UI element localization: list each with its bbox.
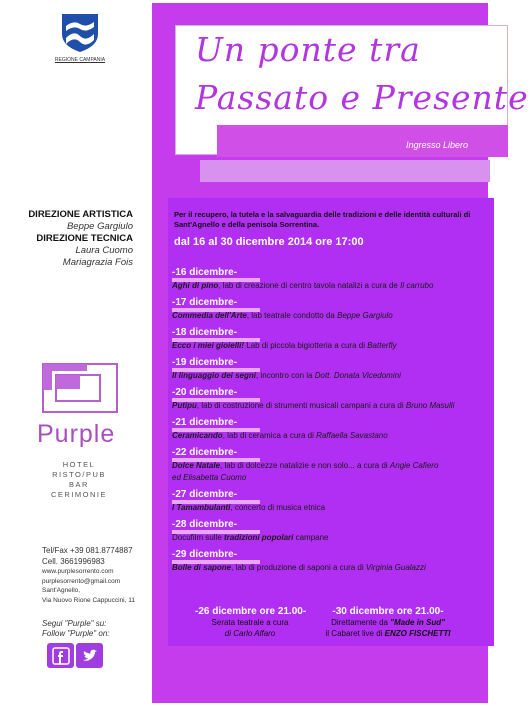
cell-number: Cell. 3661996983 — [42, 557, 105, 566]
follow-text — [42, 619, 110, 639]
event-list — [172, 267, 490, 579]
facebook-icon[interactable] — [47, 643, 74, 668]
contacts — [42, 545, 135, 605]
credits — [28, 209, 133, 269]
venue-line-3: BAR — [69, 480, 89, 489]
event-item — [172, 327, 490, 357]
event-date: -29 dicembre- — [172, 549, 238, 560]
event-credit: Bruno Masulli — [405, 400, 455, 410]
event-detail: Lab di piccola bigiotteria a cura di — [244, 340, 368, 350]
event-title: tradizioni popolari — [224, 532, 294, 542]
technical-director-name-1: Laura Cuomo — [75, 245, 133, 256]
technical-direction-heading: DIREZIONE TECNICA — [36, 233, 133, 244]
event-date: -28 dicembre- — [172, 519, 238, 530]
phone-number: Tel/Fax +39 081.8774887 — [42, 546, 133, 555]
event-description — [172, 340, 490, 358]
event-detail: , lab di dolcezze natalizie e non solo... a cura di — [220, 460, 390, 470]
event-description — [172, 430, 490, 448]
event-title: Ecco i miei gioielli! — [172, 340, 245, 350]
venue-name: Purple — [37, 420, 116, 448]
event-detail: , concerto di musica etnica — [230, 502, 326, 512]
venue-line-4: CERIMONIE — [50, 490, 107, 499]
evening-event-1-line-1: Serata teatrale a cura — [211, 618, 289, 627]
evening-event-2 — [318, 606, 458, 639]
region-label: REGIONE CAMPANIA — [54, 57, 106, 63]
email-link[interactable]: purplesorrento@gmail.com — [42, 577, 121, 585]
evening-event-2-artist: ENZO FISCHETTI — [384, 629, 451, 638]
event-title: I Tamambulanti — [172, 502, 231, 512]
event-detail: , incontro con la — [256, 370, 315, 380]
address: Via Nuovo Rione Cappuccini, 11 — [42, 596, 135, 604]
evening-event-2-line-2 — [318, 628, 458, 639]
intro-text: Per il recupero, la tutela e la salvaguardia delle tradizioni e delle identità culturali di Sant'Agnello e della penisola Sorrentina. — [174, 210, 471, 229]
venue-services — [42, 460, 116, 500]
evening-event-1 — [195, 606, 305, 639]
event-item — [172, 417, 490, 447]
facebook-glyph — [52, 647, 70, 665]
event-item — [172, 357, 490, 387]
event-title: Putipu — [172, 400, 197, 410]
event-credit: Angie Cafiero — [389, 460, 439, 470]
event-detail: campane — [293, 532, 329, 542]
title-line-1: Un ponte tra — [195, 30, 421, 69]
event-date: -20 dicembre- — [172, 387, 238, 398]
event-credit: Dott. Donata Vicedomini — [314, 370, 401, 380]
venue-line-1: HOTEL — [62, 460, 96, 469]
event-detail: , lab teatrale condotto da — [246, 310, 338, 320]
event-date: -18 dicembre- — [172, 327, 238, 338]
title-line-2: Passato e Presente — [195, 78, 529, 117]
artistic-direction-heading: DIREZIONE ARTISTICA — [28, 209, 133, 220]
evening-event-2-prefix: Direttamente da — [331, 618, 391, 627]
event-detail: , lab di costruzione di strumenti musicali campani a cura di — [196, 400, 406, 410]
event-title: Aghi di pino — [172, 280, 219, 290]
evening-event-2-date: -30 dicembre ore 21.00- — [332, 606, 444, 617]
entry-note: Ingresso Libero — [405, 140, 468, 150]
event-item — [172, 297, 490, 327]
event-description — [172, 280, 490, 298]
event-item — [172, 387, 490, 417]
event-detail: , lab di creazione di centro tavola natalizi a cura de — [218, 280, 401, 290]
event-item — [172, 267, 490, 297]
event-credit: Beppe Gargiulo — [337, 310, 393, 320]
twitter-icon[interactable] — [76, 643, 103, 668]
event-item — [172, 489, 490, 519]
website-link[interactable]: www.purplesorrento.com — [42, 568, 114, 575]
event-date: -22 dicembre- — [172, 447, 238, 458]
twitter-glyph — [81, 647, 99, 665]
evening-event-2-show: "Made in Sud" — [390, 618, 445, 627]
event-credit: Il carrubo — [400, 280, 434, 290]
event-date: -17 dicembre- — [172, 297, 238, 308]
event-date: -27 dicembre- — [172, 489, 238, 500]
event-description — [172, 460, 490, 472]
event-date: -21 dicembre- — [172, 417, 238, 428]
event-title: Bolle di sapone — [172, 562, 232, 572]
artistic-director-name: Beppe Gargiulo — [66, 221, 133, 232]
evening-event-2-prefix-2: il Cabaret live di — [325, 629, 385, 638]
event-detail: , lab di ceramica a cura di — [222, 430, 317, 440]
follow-it: Segui "Purple" su: — [42, 619, 107, 628]
event-description — [172, 310, 490, 328]
event-description — [172, 562, 490, 580]
event-item — [172, 447, 490, 489]
event-item — [172, 519, 490, 549]
event-title: Commedia dell'Arte — [172, 310, 247, 320]
event-date: -16 dicembre- — [172, 267, 238, 278]
date-range: dal 16 al 30 dicembre 2014 ore 17:00 — [174, 236, 364, 248]
event-credit: Raffaella Savastano — [316, 430, 388, 440]
event-credit: Batterfly — [367, 340, 397, 350]
event-date: -19 dicembre- — [172, 357, 238, 368]
evening-event-2-line-1 — [318, 617, 458, 628]
event-description — [172, 502, 490, 520]
follow-en: Follow "Purple" on: — [42, 629, 110, 638]
purple-logo — [42, 363, 118, 413]
technical-director-name-2: Mariagrazia Fois — [62, 257, 133, 268]
event-prefix: Docufilm sulle — [172, 532, 225, 542]
evening-event-1-line-2: di Carlo Alfaro — [224, 629, 276, 638]
event-credit: Virginia Gualazzi — [365, 562, 426, 572]
event-description — [172, 400, 490, 418]
event-credit-line-2: ed Elisabetta Cuomo — [172, 472, 247, 482]
regione-campania-emblem — [56, 10, 104, 54]
event-description — [172, 370, 490, 388]
decorative-band — [200, 160, 490, 182]
evening-event-1-date: -26 dicembre ore 21.00- — [195, 606, 307, 617]
town: Sant'Agnello, — [42, 587, 81, 594]
event-item — [172, 549, 490, 579]
event-title: Dolce Natale — [172, 460, 221, 470]
event-title: Ceramicando — [172, 430, 223, 440]
event-description — [172, 532, 490, 550]
event-detail: , lab di produzione di saponi a cura di — [231, 562, 366, 572]
event-title: Il linguaggio dei segni — [172, 370, 257, 380]
venue-line-2: RISTO/PUB — [52, 470, 106, 479]
